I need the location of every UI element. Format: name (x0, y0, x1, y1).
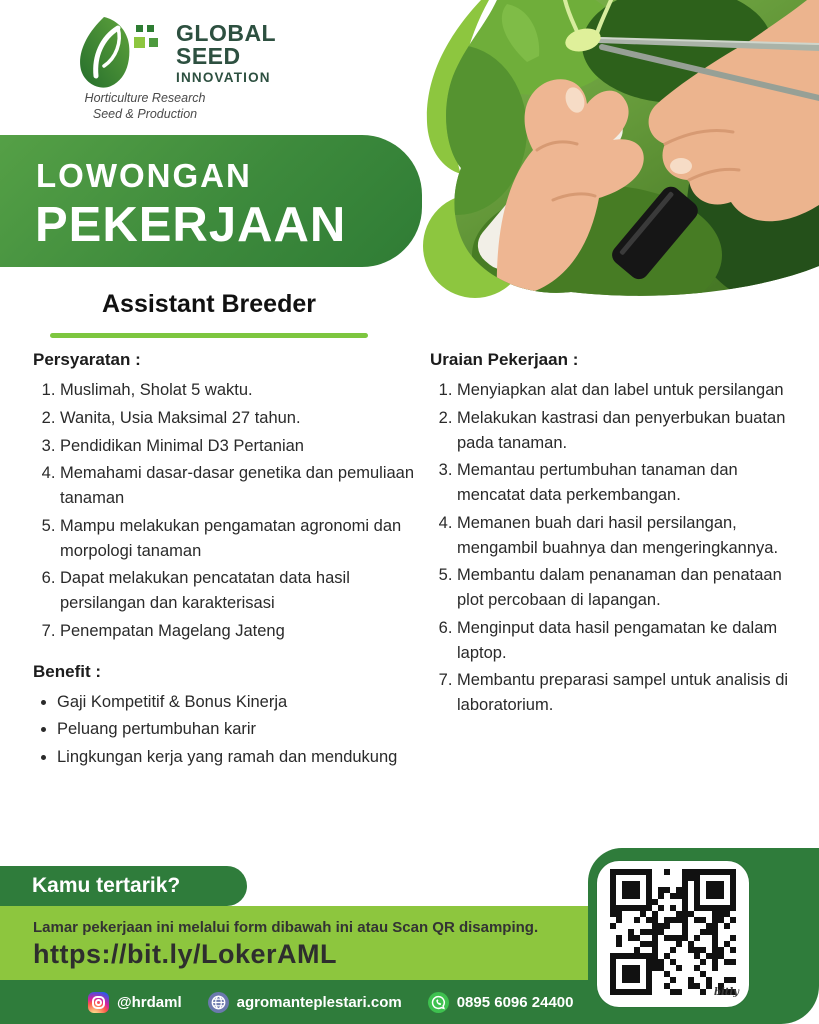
title-underline (50, 333, 368, 338)
globe-icon (208, 992, 229, 1013)
requirements-section (33, 350, 429, 773)
contact-whatsapp (428, 992, 574, 1013)
whatsapp-icon (428, 992, 449, 1013)
position-title: Assistant Breeder (102, 290, 316, 318)
company-name (176, 22, 276, 85)
benefits-heading: Benefit : (33, 661, 101, 681)
company-name-line1: GLOBAL (176, 20, 277, 46)
job-description-item: 4. Memanen buah dari hasil persilangan, mengambil buahnya dan mengeringkannya. (457, 511, 796, 561)
requirements-list (33, 378, 429, 644)
benefit-item: • Gaji Kompetitif & Bonus Kinerja (57, 690, 429, 715)
job-description-item: 7. Membantu preparasi sampel untuk analisis di laboratorium. (457, 668, 796, 718)
phone-number: 0895 6096 24400 (456, 993, 574, 1011)
job-description-section (430, 350, 796, 721)
banner-line1: LOWONGAN (36, 157, 252, 194)
qr-code[interactable] (597, 861, 749, 1007)
job-description-list (430, 378, 796, 718)
hero-photo-plant-breeding (347, 0, 819, 298)
job-description-item: 3. Memantau pertumbuhan tanaman dan mencatat data perkembangan. (457, 458, 796, 508)
application-url-link[interactable]: https://bit.ly/LokerAML (33, 939, 337, 969)
requirement-item: 1. Muslimah, Sholat 5 waktu. (60, 378, 429, 403)
company-tagline (70, 90, 220, 123)
instagram-handle: @hrdaml (117, 993, 182, 1011)
company-logo (74, 14, 276, 90)
vacancy-banner (0, 135, 422, 267)
tagline-line1: Horticulture Research (84, 91, 206, 105)
benefit-item: • Peluang pertumbuhan karir (57, 717, 429, 742)
requirement-item: 7. Penempatan Magelang Jateng (60, 619, 429, 644)
leaf-logo-icon (74, 14, 170, 90)
qr-panel (588, 848, 819, 998)
requirement-item: 5. Mampu melakukan pengamatan agronomi dan morpologi tanaman (60, 514, 429, 564)
job-description-item: 5. Membantu dalam penanaman dan penataan plot percobaan di lapangan. (457, 563, 796, 613)
requirements-heading: Persyaratan : (33, 350, 141, 369)
requirement-item: 4. Memahami dasar-dasar genetika dan pemuliaan tanaman (60, 461, 429, 511)
qr-code-image (610, 869, 736, 995)
company-name-line3: INNOVATION (176, 70, 271, 85)
job-description-item: 6. Menginput data hasil pengamatan ke dalam laptop. (457, 616, 796, 666)
cta-instruction: Lamar pekerjaan ini melalui form dibawah ini atau Scan QR disamping. (33, 919, 539, 936)
requirement-item: 2. Wanita, Usia Maksimal 27 tahun. (60, 406, 429, 431)
contact-website (208, 992, 402, 1013)
cta-question: Kamu tertarik? (0, 866, 247, 906)
banner-line2: PEKERJAAN (35, 198, 347, 252)
qr-bitly-label: bitly (713, 987, 739, 998)
website-url: agromanteplestari.com (236, 993, 402, 1011)
requirement-item: 6. Dapat melakukan pencatatan data hasil persilangan dan karakterisasi (60, 566, 429, 616)
company-name-line2: SEED (176, 43, 241, 69)
job-description-heading: Uraian Pekerjaan : (430, 350, 579, 369)
contact-instagram (88, 992, 182, 1013)
tagline-line2: Seed & Production (92, 107, 198, 122)
job-description-item: 2. Melakukan kastrasi dan penyerbukan buatan pada tanaman. (457, 406, 796, 456)
requirement-item: 3. Pendidikan Minimal D3 Pertanian (60, 434, 429, 459)
instagram-icon (88, 992, 109, 1013)
job-description-item: 1. Menyiapkan alat dan label untuk persilangan (457, 378, 796, 403)
benefits-list (33, 690, 429, 770)
benefit-item: • Lingkungan kerja yang ramah dan mendukung (57, 745, 429, 770)
